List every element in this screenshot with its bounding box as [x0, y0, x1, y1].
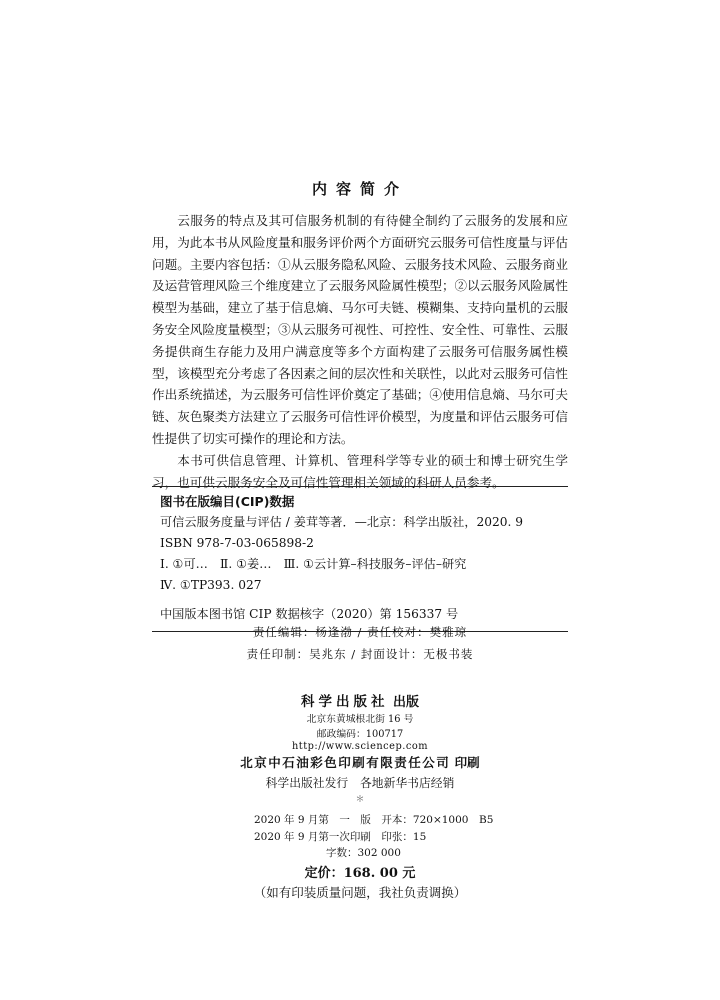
- cip-block: [152, 486, 568, 632]
- publisher-url: http://www.sciencep.com: [291, 741, 429, 752]
- publisher-address: 北京东黄城根北街 16 号: [306, 714, 414, 725]
- printer-name: 北京中石油彩色印刷有限责任公司: [240, 755, 451, 770]
- staff-printing-design: 责任印制：吴兆东 / 封面设计：无极书装: [246, 647, 474, 661]
- publisher-zip: 邮政编码：100717: [316, 729, 404, 740]
- cip-isbn: ISBN 978-7-03-065898-2: [160, 536, 314, 550]
- summary-paragraph: 云服务的特点及其可信服务机制的有待健全制约了云服务的发展和应用，为此本书从风险度量和服务评价两个方面研究云服务可信性度量与评估问题。主要内容包括：①从云服务隐私风险、云服务技术风险、云服务商业及运营管理风险三个维度建立了云服务风险属性模型；②以云服务风险属性模型为基础，建立了基于信息熵、马尔可夫链、模糊集、支持向量机的云服务安全风险度量模型；③从云服务可视性、可控性、安全性、可靠性、云服务提供商生存能力及用户满意度等多个方面构建了云服务可信服务属性模型，该模型充分考虑了各因素之间的层次性和关联性，以此对云服务可信性作出系统描述，为云服务可信性评价奠定了基础；④使用信息熵、马尔可夫链、灰色聚类方法建立了云服务可信性评价模型，为度量和评估云服务可信性提供了切实可操作的理论和方法。: [152, 213, 568, 446]
- cip-classification-2: Ⅳ. ①TP393. 027: [160, 578, 262, 592]
- printer-line: [0, 753, 720, 771]
- cip-check-number: 中国版本图书馆 CIP 数据核字（2020）第 156337 号: [160, 607, 459, 621]
- cip-heading: 图书在版编目(CIP)数据: [160, 494, 295, 509]
- printer-suffix: 印刷: [454, 755, 480, 770]
- publisher-line: [0, 690, 720, 710]
- edition-line: 2020 年 9 月第 一 版 开本：720×1000 B5: [254, 814, 494, 826]
- summary-body: [152, 210, 568, 493]
- edition-specs: [254, 812, 494, 862]
- separator-mark: ＊: [355, 795, 365, 805]
- staff-editors: 责任编辑：杨逢渤 / 责任校对：樊雅琼: [252, 625, 468, 639]
- cip-classification-1: Ⅰ. ①可… Ⅱ. ①姜… Ⅲ. ①云计算–科技服务–评估–研究: [160, 557, 467, 571]
- distribution-line: 科学出版社发行 各地新华书店经销: [265, 776, 455, 790]
- price: 定价：168. 00 元: [304, 866, 416, 881]
- printing-line: 2020 年 9 月第一次印刷 印张：15: [254, 830, 427, 843]
- publisher-name: 科学出版社: [300, 694, 389, 710]
- summary-paragraph: 本书可供信息管理、计算机、管理科学等专业的硕士和博士研究生学习，也可供云服务安全及可信性管理相关领域的科研人员参考。: [152, 452, 568, 490]
- quality-notice: （如有印装质量问题，我社负责调换）: [253, 885, 467, 900]
- publisher-suffix: 出版: [393, 695, 420, 710]
- word-count: 字数：302 000: [326, 847, 401, 859]
- cip-record: 可信云服务度量与评估 / 姜茸等著．—北京：科学出版社，2020. 9: [160, 515, 524, 529]
- summary-title: 内容简介: [311, 180, 408, 198]
